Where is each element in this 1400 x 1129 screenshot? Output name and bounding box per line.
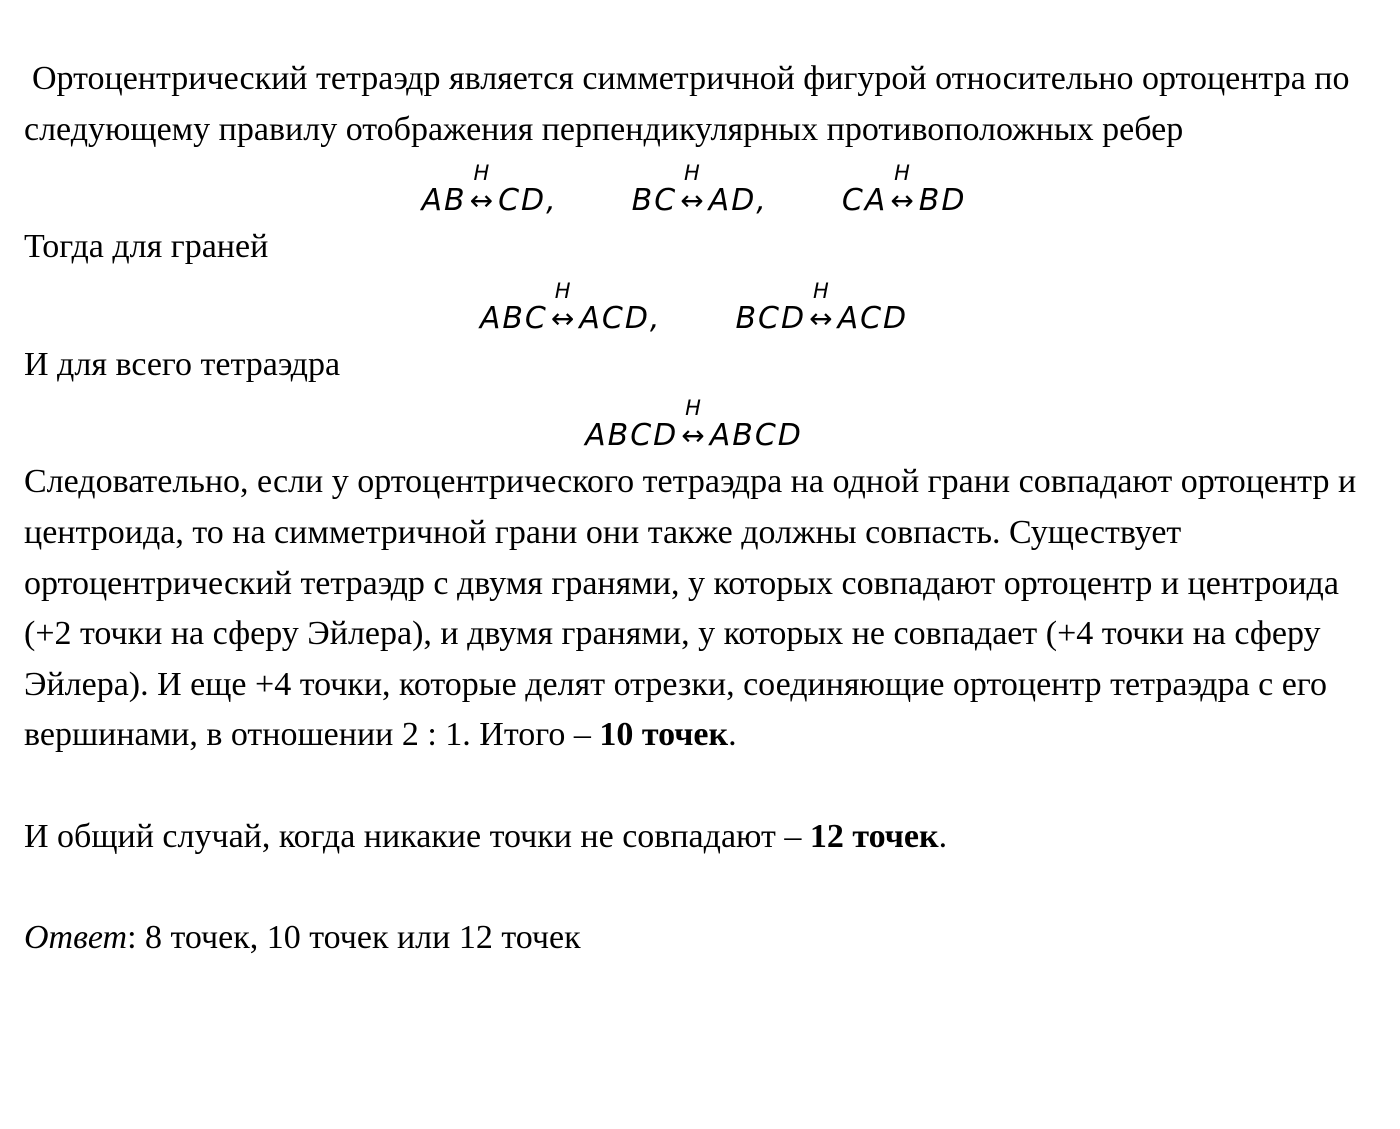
general-case-period: . (938, 817, 948, 855)
document-body (24, 54, 1364, 963)
arrow-label-h: H (684, 161, 702, 186)
whole-intro-paragraph: И для всего тетраэдра (24, 345, 341, 383)
formula-right: AD, (708, 183, 768, 219)
double-arrow-icon: ↔ (809, 301, 835, 335)
formula-left: BCD (735, 300, 807, 336)
formula-right: ABCD (709, 418, 803, 454)
intro-paragraph: Ортоцентрический тетраэдр является симметричной фигурой относительно ортоцентра по следующему правилу отображения перпендикулярных противоположных ребер (24, 60, 1350, 148)
double-arrow-icon: ↔ (469, 184, 496, 218)
formula-right: ACD (837, 300, 909, 336)
double-arrow-icon: ↔ (890, 184, 916, 218)
formula-left: BC (631, 183, 678, 219)
blank-line (24, 761, 1364, 812)
formula-edge-ab-cd (422, 162, 558, 222)
conclusion-paragraph (24, 457, 1364, 761)
formula-left: AB (421, 183, 467, 219)
mapping-arrow (809, 280, 834, 336)
mapping-arrow (680, 162, 705, 218)
formula-edge-bc-ad (632, 162, 768, 222)
arrow-label-h: H (812, 278, 831, 303)
general-case-bold-count: 12 точек (809, 817, 939, 855)
formula-right: CD, (498, 183, 558, 219)
arrow-label-h: H (473, 161, 492, 186)
double-arrow-icon: ↔ (681, 419, 707, 453)
double-arrow-icon: ↔ (680, 184, 706, 218)
formula-left: CA (841, 183, 888, 219)
formula-left: ABCD (585, 418, 679, 454)
mapping-arrow (551, 280, 576, 336)
conclusion-text: Следовательно, если у ортоцентрического тетраэдра на одной грани совпадают ортоцентр и центроида, то на симметричной грани они также должны совпасть. Существует ортоцентрический тетраэдр с двумя гранями, у которых совпадают ортоцентр и центроида (+2 точки на сферу Эйлера), и двумя гранями, у которых не совпадает (+4 точки на сферу Эйлера). И еще +4 точки, которые делят отрезки, соединяющие ортоцентр тетраэдра с его вершинами, в отношении 2 : 1. Итого – (24, 463, 1357, 754)
arrow-label-h: H (554, 278, 573, 303)
mapping-arrow (890, 162, 915, 218)
arrow-label-h: H (685, 396, 703, 421)
conclusion-period: . (728, 716, 737, 754)
faces-intro-paragraph: Тогда для граней (24, 228, 269, 266)
formula-right: BD (918, 183, 967, 219)
formula-face-bcd-acd (735, 280, 908, 340)
general-case-paragraph (24, 812, 1364, 863)
faces-formula-row (24, 273, 1364, 340)
whole-formula-row (24, 390, 1364, 457)
blank-line (24, 862, 1364, 913)
mapping-arrow (470, 162, 495, 218)
arrow-label-h: H (894, 161, 912, 186)
formula-left: ABC (479, 300, 548, 336)
general-case-text: И общий случай, когда никакие точки не совпадают – (24, 817, 810, 855)
formula-edge-ca-bd (842, 162, 967, 222)
mapping-arrow (681, 397, 706, 453)
answer-paragraph (24, 913, 1364, 964)
answer-label: Ответ (24, 918, 128, 956)
formula-whole-abcd (585, 397, 803, 457)
double-arrow-icon: ↔ (550, 301, 577, 335)
conclusion-bold-count: 10 точек (599, 716, 729, 754)
formula-face-abc-acd (480, 280, 662, 340)
answer-text: : 8 точек, 10 точек или 12 точек (127, 918, 581, 956)
formula-right: ACD, (579, 300, 662, 336)
edges-formula-row (24, 155, 1364, 222)
